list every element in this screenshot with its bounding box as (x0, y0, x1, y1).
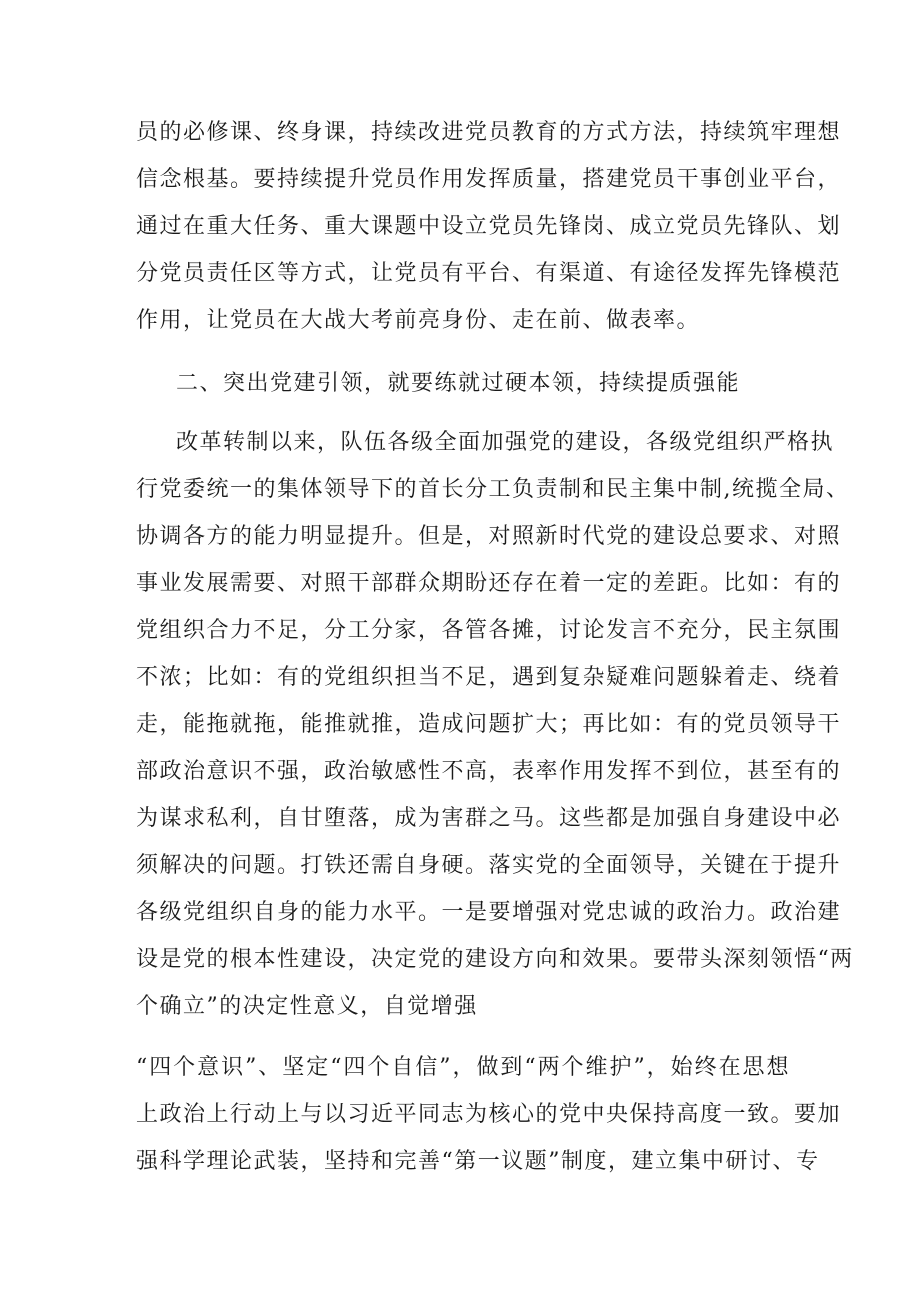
paragraph-2-line-10: 须解决的问题。打铁还需自身硬。落实党的全面领导，关键在于提升 (136, 853, 842, 878)
paragraph-2-line-5: 党组织合力不足，分工分家，各管各摊，讨论发言不充分，民主氛围 (136, 618, 842, 643)
paragraph-2-line-4: 事业发展需要、对照干部群众期盼还存在着一定的差距。比如：有的 (136, 571, 842, 596)
paragraph-2-line-9: 为谋求私利，自甘堕落，成为害群之马。这些都是加强自身建设中必 (136, 806, 842, 831)
paragraph-1-line-2: 信念根基。要持续提升党员作用发挥质量，搭建党员干事创业平台， (136, 167, 842, 192)
paragraph-1-line-3: 通过在重大任务、重大课题中设立党员先锋岗、成立党员先锋队、划 (136, 214, 842, 239)
paragraph-2-line-7: 走，能拖就拖，能推就推，造成问题扩大；再比如：有的党员领导干 (136, 712, 842, 737)
paragraph-2-line-16: 强科学理论武装，坚持和完善“第一议题”制度，建立集中研讨、专 (136, 1149, 820, 1174)
paragraph-2-line-6: 不浓；比如：有的党组织担当不足，遇到复杂疑难问题躲着走、绕着 (136, 665, 842, 690)
section-heading: 二、突出党建引领，就要练就过硬本领，持续提质强能 (176, 371, 741, 396)
paragraph-2-line-15: 上政治上行动上与以习近平同志为核心的党中央保持高度一致。要加 (136, 1102, 842, 1127)
paragraph-1-line-4: 分党员责任区等方式，让党员有平台、有渠道、有途径发挥先锋模范 (136, 261, 842, 286)
paragraph-2-line-13: 个确立”的决定性意义，自觉增强 (136, 994, 478, 1019)
paragraph-2-line-11: 各级党组织自身的能力水平。一是要增强对党忠诚的政治力。政治建 (136, 900, 842, 925)
paragraph-2-line-1: 改革转制以来，队伍各级全面加强党的建设，各级党组织严格执 (176, 430, 835, 455)
paragraph-2-line-8: 部政治意识不强，政治敏感性不高，表率作用发挥不到位，甚至有的 (136, 759, 842, 784)
paragraph-2-line-14: “四个意识”、坚定“四个自信”，做到“两个维护”，始终在思想 (136, 1055, 790, 1080)
paragraph-1-line-5: 作用，让党员在大战大考前亮身份、走在前、做表率。 (136, 308, 701, 333)
paragraph-2-line-2: 行党委统一的集体领导下的首长分工负责制和民主集中制,统揽全局、 (136, 477, 850, 502)
paragraph-2-line-12: 设是党的根本性建设，决定党的建设方向和效果。要带头深刻领悟“两 (136, 947, 854, 972)
paragraph-1-line-1: 员的必修课、终身课，持续改进党员教育的方式方法，持续筑牢理想 (136, 120, 842, 145)
paragraph-2-line-3: 协调各方的能力明显提升。但是，对照新时代党的建设总要求、对照 (136, 524, 842, 549)
